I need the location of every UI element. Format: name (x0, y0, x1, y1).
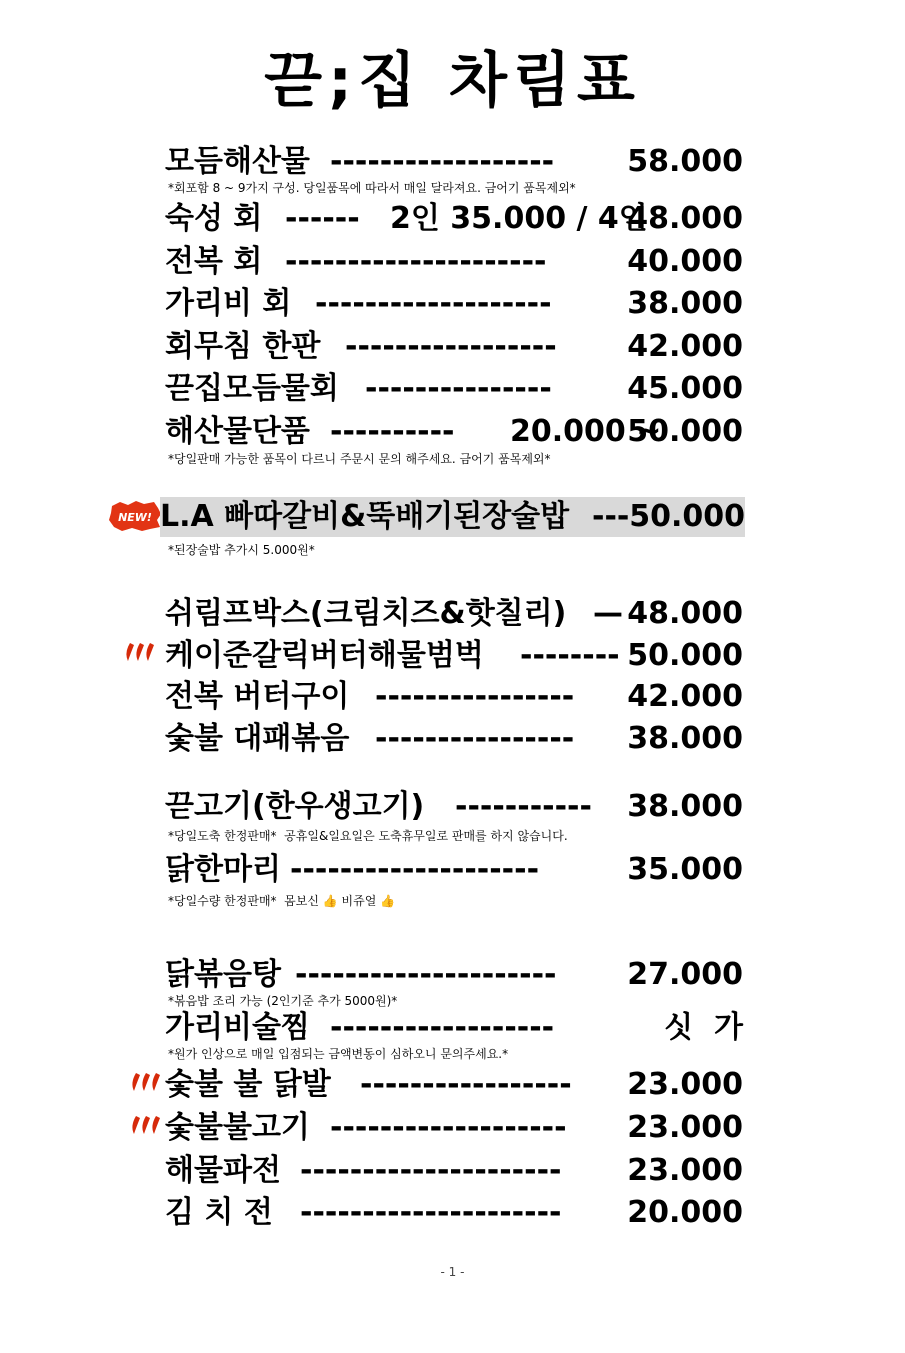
item-price: 48.000 (627, 596, 743, 631)
item-note: *당일수량 한정판매* 몸보신 👍 비쥬얼 👍 (168, 894, 396, 908)
spicy-pepper-icon (128, 1114, 164, 1136)
item-name: 닭한마리 (165, 852, 281, 887)
item-name: 끋고기(한우생고기) (165, 789, 425, 824)
item-leader: ----------- (455, 789, 592, 824)
item-leader: --- (592, 499, 630, 534)
item-name: 전복 회 (165, 244, 263, 279)
menu-item (165, 412, 743, 452)
menu-item (165, 1008, 743, 1048)
item-name: 가리비술찜 (165, 1010, 310, 1045)
item-name: 끋집모듬물회 (165, 371, 339, 406)
item-name: 가리비 회 (165, 286, 292, 321)
item-name: 해산물단품 (165, 414, 310, 449)
item-leader: --------------- (365, 371, 552, 406)
menu-item (165, 636, 743, 676)
menu-item (165, 327, 743, 367)
item-note: *볶음밥 조리 가능 (2인기준 추가 5000원)* (168, 994, 398, 1008)
item-price: 23.000 (627, 1153, 743, 1188)
item-leader: ------ (285, 201, 360, 236)
item-leader: ------------------ (330, 144, 555, 179)
item-price: 35.000 (627, 852, 743, 887)
item-name: 숯불 대패볶음 (165, 721, 350, 756)
item-price: 42.000 (627, 329, 743, 364)
new-badge-icon (108, 500, 162, 532)
item-price: 38.000 (627, 789, 743, 824)
item-name: 해물파전 (165, 1153, 281, 1188)
item-name: 모듬해산물 (165, 144, 310, 179)
item-price: 48.000 (627, 201, 743, 236)
menu-item (165, 594, 743, 634)
menu-item (165, 719, 743, 759)
menu-item (165, 1108, 743, 1148)
item-name: 쉬림프박스(크림치즈&핫칠리) (165, 596, 567, 631)
item-leader: --------------------- (300, 1195, 562, 1230)
item-leader: --------------------- (285, 244, 547, 279)
item-price: 40.000 (627, 244, 743, 279)
item-price: 45.000 (627, 371, 743, 406)
item-price: 23.000 (627, 1110, 743, 1145)
menu-item (165, 1151, 743, 1191)
spicy-pepper-icon (122, 641, 158, 663)
menu-item (165, 677, 743, 717)
item-leader: ------------------ (330, 1010, 555, 1045)
item-leader: -------- (520, 638, 620, 673)
item-name: L.A 빠따갈비&뚝배기된장술밥 (160, 499, 570, 534)
item-name: 숯불불고기 (165, 1110, 310, 1145)
item-note: *된장술밥 추가시 5.000원* (168, 543, 315, 557)
item-name: 전복 버터구이 (165, 679, 350, 714)
item-name: 케이준갈릭버터해물범벅 (165, 638, 484, 673)
item-price: 20.000 (627, 1195, 743, 1230)
menu-item (165, 955, 743, 995)
item-price: 50.000 (629, 499, 745, 534)
item-mid: 20.000 ~ (510, 414, 662, 449)
item-name: 숙성 회 (165, 201, 263, 236)
menu-item (165, 1193, 743, 1233)
item-leader: ------------------- (315, 286, 552, 321)
item-price: 38.000 (627, 721, 743, 756)
page-title: 끋;집 차림표 (264, 46, 641, 116)
menu-item (165, 242, 743, 282)
item-price: 23.000 (627, 1067, 743, 1102)
item-leader: ---------------- (375, 679, 575, 714)
menu-item (165, 284, 743, 324)
item-price: 42.000 (627, 679, 743, 714)
item-price: 50.000 (627, 638, 743, 673)
item-leader: ------------------- (330, 1110, 567, 1145)
item-note: *회포함 8 ~ 9가지 구성. 당일품목에 따라서 매일 달라져요. 금어기 품목제외* (168, 181, 576, 195)
item-leader: --------------------- (300, 1153, 562, 1188)
item-name: 김 치 전 (165, 1195, 273, 1230)
item-leader: --------------------- (295, 957, 557, 992)
menu-item-featured (160, 497, 745, 537)
spicy-pepper-icon (128, 1071, 164, 1093)
item-name: 닭볶음탕 (165, 957, 281, 992)
item-mid: 2인 35.000 / 4인 (390, 201, 648, 236)
item-name: 숯불 불 닭발 (165, 1067, 331, 1102)
menu-item (165, 850, 743, 890)
item-leader: ---------- (330, 414, 455, 449)
menu-item (165, 787, 743, 827)
item-price: 38.000 (627, 286, 743, 321)
item-price: 50.000 (627, 414, 743, 449)
page-number: - 1 - (440, 1265, 465, 1279)
menu-item (165, 1065, 743, 1105)
item-leader: ----------------- (345, 329, 557, 364)
menu-item (165, 369, 743, 409)
item-leader: ---------------- (375, 721, 575, 756)
menu-item (165, 199, 743, 239)
item-name: 회무침 한판 (165, 329, 321, 364)
item-price: 27.000 (627, 957, 743, 992)
item-price: 58.000 (627, 144, 743, 179)
item-note: *당일도축 한정판매* 공휴일&일요일은 도축휴무일로 판매를 하지 않습니다. (168, 829, 568, 843)
item-note: *원가 인상으로 매일 입점되는 금액변동이 심하오니 문의주세요.* (168, 1047, 509, 1061)
item-leader: — (593, 596, 623, 631)
badge-text: NEW! (118, 511, 152, 524)
menu-item (165, 142, 743, 182)
item-leader: ----------------- (360, 1067, 572, 1102)
item-note: *당일판매 가능한 품목이 다르니 주문시 문의 해주세요. 금어기 품목제외* (168, 452, 551, 466)
item-price: 싯 가 (664, 1010, 743, 1045)
item-leader: -------------------- (290, 852, 540, 887)
